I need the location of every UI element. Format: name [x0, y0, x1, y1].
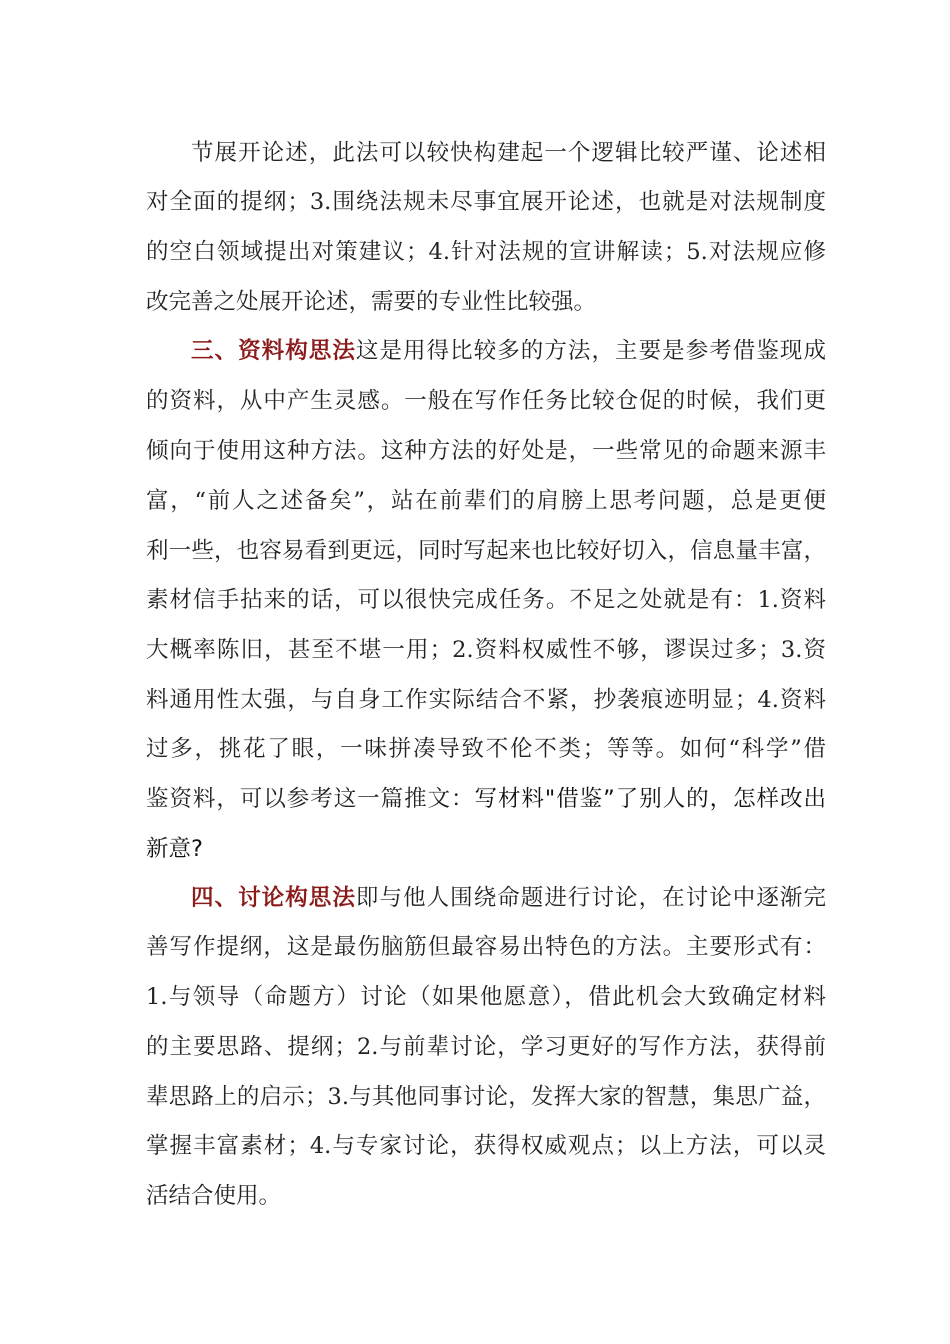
paragraph-2-line-8: 料通用性太强，与自身工作实际结合不紧，抄袭痕迹明显；4.资料 [146, 687, 826, 713]
paragraph-2-line-3: 倾向于使用这种方法。这种方法的好处是，一些常见的命题来源丰 [146, 438, 826, 464]
paragraph-2-line-2: 的资料，从中产生灵感。一般在写作任务比较仓促的时候，我们更 [146, 388, 826, 414]
paragraph-1-line-3: 的空白领域提出对策建议；4.针对法规的宣讲解读；5.对法规应修 [146, 239, 826, 265]
paragraph-3-line-1 [191, 883, 826, 913]
paragraph-3-line-5: 辈思路上的启示；3.与其他同事讨论，发挥大家的智慧，集思广益， [146, 1084, 826, 1110]
article-link-continued[interactable]: 新意? [146, 836, 203, 862]
paragraph-3-line-6: 掌握丰富素材；4.与专家讨论，获得权威观点；以上方法，可以灵 [146, 1133, 826, 1159]
paragraph-2-line-1-text: 这是用得比较多的方法，主要是参考借鉴现成 [355, 338, 826, 364]
paragraph-2-line-6: 素材信手拈来的话，可以很快完成任务。不足之处就是有：1.资料 [146, 587, 826, 613]
section-heading-3: 三、资料构思法 [191, 338, 356, 364]
paragraph-2-line-1 [191, 336, 826, 366]
section-heading-4: 四、讨论构思法 [191, 885, 356, 911]
paragraph-3-line-3: 1.与领导（命题方）讨论（如果他愿意），借此机会大致确定材料 [146, 984, 826, 1010]
paragraph-1-line-4: 改完善之处展开论述，需要的专业性比较强。 [146, 289, 597, 315]
paragraph-2-line-10-text: 鉴资料，可以参考这一篇推文： [146, 786, 475, 812]
paragraph-3-line-4: 的主要思路、提纲；2.与前辈讨论，学习更好的写作方法，获得前 [146, 1034, 826, 1060]
paragraph-1-line-1: 节展开论述，此法可以较快构建起一个逻辑比较严谨、论述相 [191, 140, 826, 166]
paragraph-2-line-11 [146, 834, 826, 864]
paragraph-3-line-2: 善写作提纲，这是最伤脑筋但最容易出特色的方法。主要形式有： [146, 934, 826, 960]
article-link[interactable]: 写材料"借鉴”了别人的，怎样改出 [474, 786, 826, 812]
paragraph-2-line-10 [146, 784, 826, 814]
paragraph-2-line-9: 过多，挑花了眼，一味拼凑导致不伦不类；等等。如何“科学”借 [146, 736, 826, 762]
paragraph-2-line-5: 利一些，也容易看到更远，同时写起来也比较好切入，信息量丰富， [146, 538, 826, 564]
paragraph-1-line-2: 对全面的提纲；3.围绕法规未尽事宜展开论述，也就是对法规制度 [146, 189, 826, 215]
paragraph-3-line-7: 活结合使用。 [146, 1183, 282, 1209]
paragraph-3-line-1-text: 即与他人围绕命题进行讨论，在讨论中逐渐完 [355, 885, 826, 911]
paragraph-2-line-7: 大概率陈旧，甚至不堪一用；2.资料权威性不够，谬误过多；3.资 [146, 637, 826, 663]
paragraph-2-line-4: 富，“前人之述备矣”，站在前辈们的肩膀上思考问题，总是更便 [146, 488, 826, 514]
